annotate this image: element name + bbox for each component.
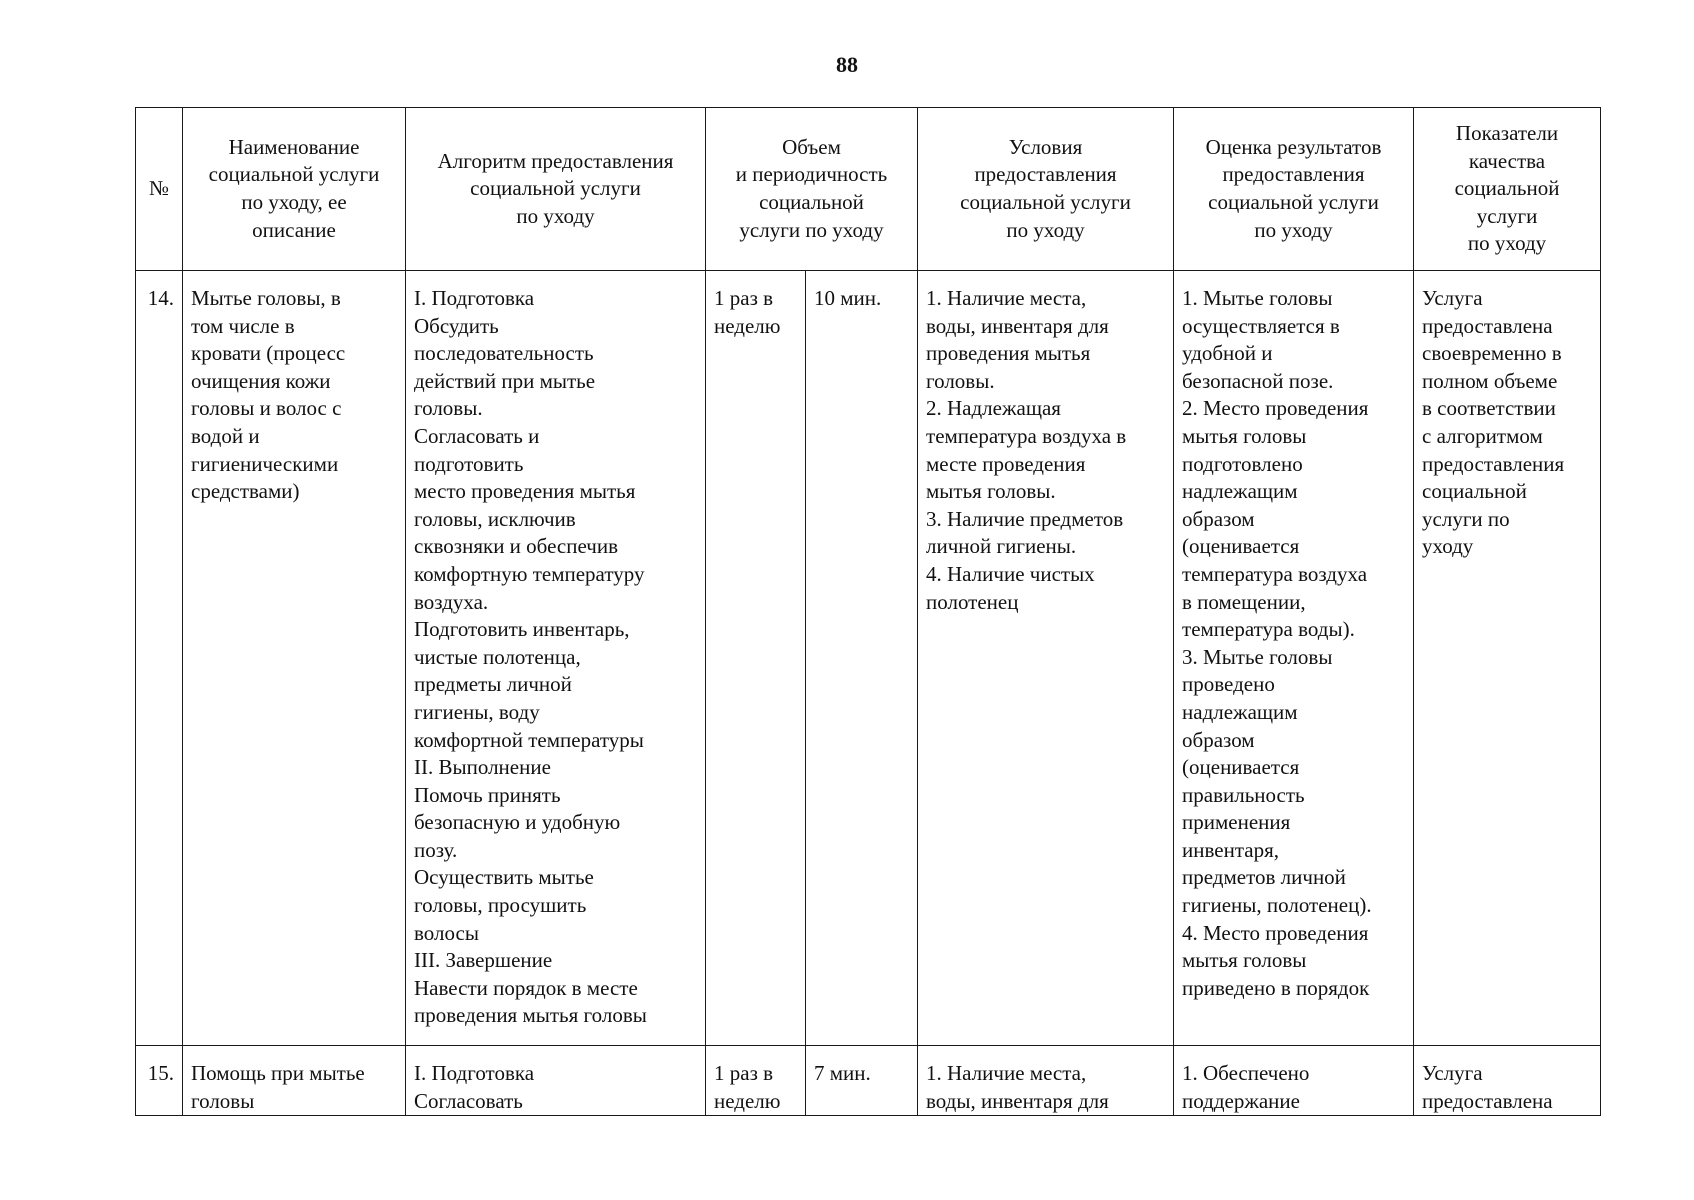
header-service-name: Наименование социальной услуги по уходу, ее описание: [183, 108, 406, 271]
header-volume-periodicity: Объем и периодичность социальной услуги по уходу: [706, 108, 918, 271]
service-name-cell: Помощь при мытье головы: [183, 1046, 406, 1116]
conditions-cell: 1. Наличие места, воды, инвентаря для проведения мытья головы. 2. Надлежащая температура воздуха в месте проведения мытья головы. 3. Наличие предметов личной гигиены. 4. Наличие чистых полотенец: [918, 271, 1174, 1046]
services-table: [135, 107, 1601, 1116]
evaluation-cell: 1. Обеспечено поддержание: [1174, 1046, 1414, 1116]
header-number: №: [136, 108, 183, 271]
duration-cell: 7 мин.: [806, 1046, 918, 1116]
row-number: 15.: [136, 1046, 183, 1116]
header-algorithm: Алгоритм предоставления социальной услуги по уходу: [406, 108, 706, 271]
header-evaluation: Оценка результатов предоставления социальной услуги по уходу: [1174, 108, 1414, 271]
table-row: [136, 271, 1601, 1046]
header-quality: Показатели качества социальной услуги по уходу: [1414, 108, 1601, 271]
duration-cell: 10 мин.: [806, 271, 918, 1046]
header-conditions: Условия предоставления социальной услуги по уходу: [918, 108, 1174, 271]
evaluation-cell: 1. Мытье головы осуществляется в удобной и безопасной позе. 2. Место проведения мытья головы подготовлено надлежащим образом (оценивается температура воздуха в помещении, температура воды). 3. Мытье головы проведено надлежащим образом (оценивается правильность применения инвентаря, предметов личной гигиены, полотенец). 4. Место проведения мытья головы приведено в порядок: [1174, 271, 1414, 1046]
table-header-row: [136, 108, 1601, 271]
service-name-cell: Мытье головы, в том числе в кровати (процесс очищения кожи головы и волос с водой и гигиеническими средствами): [183, 271, 406, 1046]
periodicity-cell: 1 раз в неделю: [706, 271, 806, 1046]
row-number: 14.: [136, 271, 183, 1046]
conditions-cell: 1. Наличие места, воды, инвентаря для: [918, 1046, 1174, 1116]
algorithm-cell: I. Подготовка Согласовать: [406, 1046, 706, 1116]
periodicity-cell: 1 раз в неделю: [706, 1046, 806, 1116]
quality-cell: Услуга предоставлена: [1414, 1046, 1601, 1116]
page-number: 88: [836, 52, 858, 77]
table-row: [136, 1046, 1601, 1116]
quality-cell: Услуга предоставлена своевременно в полном объеме в соответствии с алгоритмом предоставления социальной услуги по уходу: [1414, 271, 1601, 1046]
algorithm-cell: I. Подготовка Обсудить последовательность действий при мытье головы. Согласовать и подготовить место проведения мытья головы, исключив сквозняки и обеспечив комфортную температуру воздуха. Подготовить инвентарь, чистые полотенца, предметы личной гигиены, воду комфортной температуры II. Выполнение Помочь принять безопасную и удобную позу. Осуществить мытье головы, просушить волосы III. Завершение Навести порядок в месте проведения мытья головы: [406, 271, 706, 1046]
